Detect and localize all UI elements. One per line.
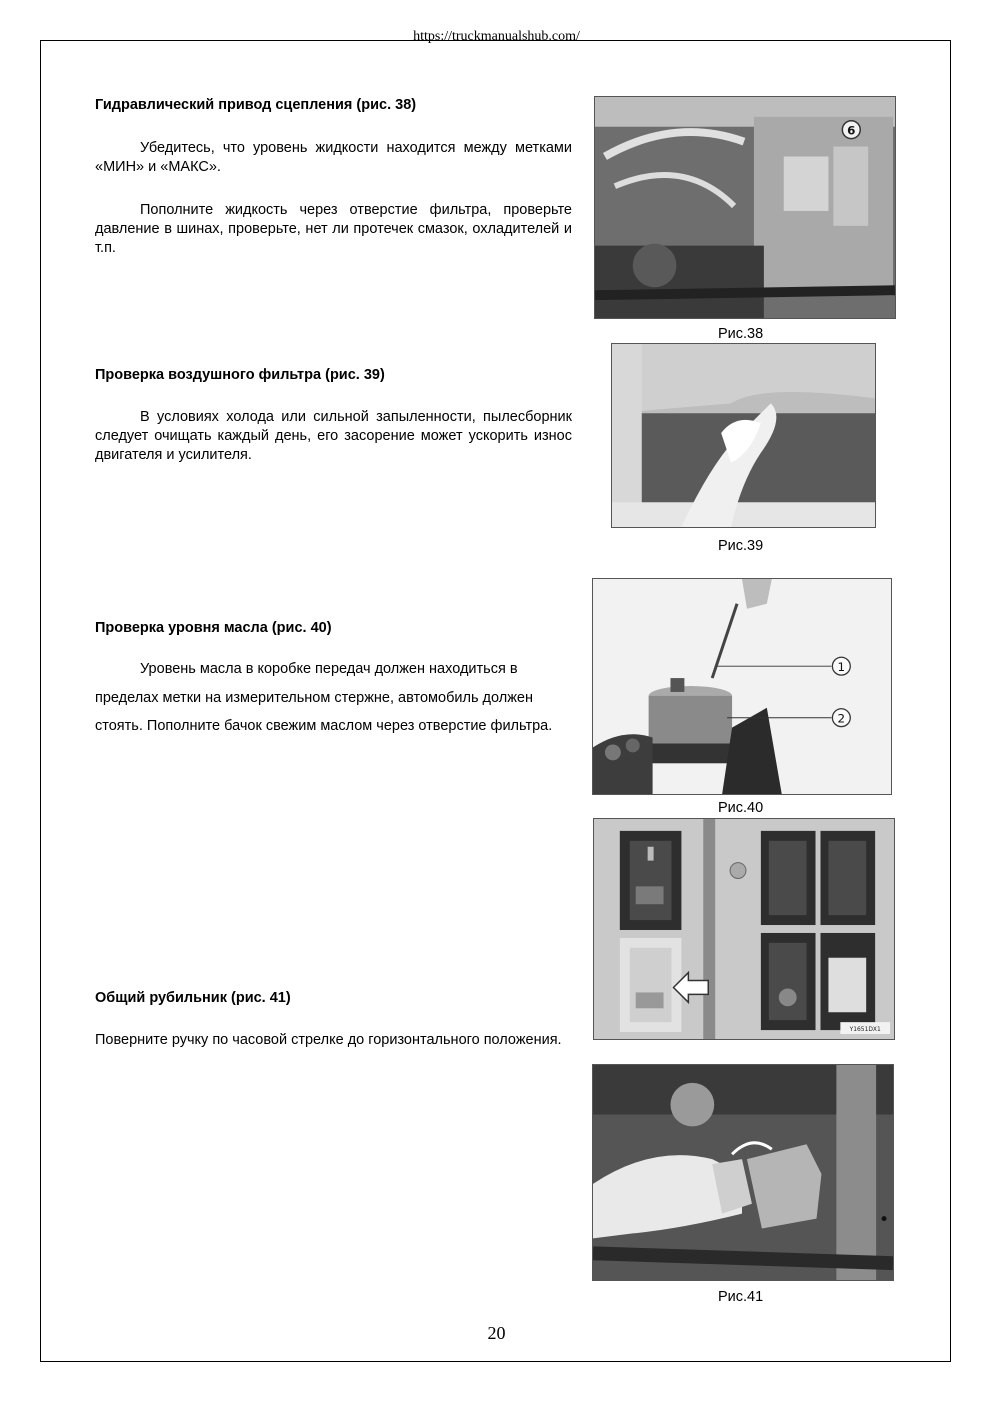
- section-title-clutch: Гидравлический привод сцепления (рис. 38): [95, 97, 417, 113]
- header-url: https://truckmanualshub.com/: [413, 29, 580, 44]
- figure-41-panel-stamp: Y1651DX1: [849, 1026, 881, 1034]
- paragraph-clutch-2: Пополните жидкость через отверстие фильтра, проверьте давление в шинах, проверьте, нет ли протечек смазок, охладителей и т.п.: [95, 202, 572, 256]
- figure-38-photo: [594, 96, 896, 319]
- paragraph-oil-level: Уровень масла в коробке передач должен находиться в пределах метки на измерительном стержне, автомобиль должен стоять. Пополните бачок свежим маслом через отверстие фильтра.: [95, 661, 553, 734]
- figure-40-photo: [592, 578, 892, 795]
- figure-38-callout-6: 6: [847, 123, 856, 138]
- section-title-oil-level: Проверка уровня масла (рис. 40): [95, 620, 332, 636]
- figure-40-callout-1: 1: [837, 660, 846, 675]
- figure-41-switch-panel-photo: [593, 818, 895, 1040]
- figure-40-caption: Рис.40: [718, 800, 764, 816]
- page-number: 20: [487, 1323, 506, 1343]
- figure-40-callout-2: 2: [837, 711, 846, 726]
- figure-39-photo: [611, 343, 876, 528]
- figure-39-caption: Рис.39: [718, 538, 764, 554]
- figure-41-photo: [592, 1064, 894, 1281]
- section-title-air-filter: Проверка воздушного фильтра (рис. 39): [95, 367, 385, 383]
- figure-38-caption: Рис.38: [718, 326, 764, 342]
- paragraph-clutch-1: Убедитесь, что уровень жидкости находится между метками «МИН» и «МАКС».: [95, 140, 572, 175]
- paragraph-air-filter: В условиях холода или сильной запыленности, пылесборник следует очищать каждый день, его засорение может ускорить износ двигателя и усилителя.: [95, 409, 572, 463]
- figure-41-caption: Рис.41: [718, 1289, 764, 1305]
- section-title-main-switch: Общий рубильник (рис. 41): [95, 990, 291, 1006]
- paragraph-main-switch: Поверните ручку по часовой стрелке до горизонтального положения.: [95, 1032, 562, 1048]
